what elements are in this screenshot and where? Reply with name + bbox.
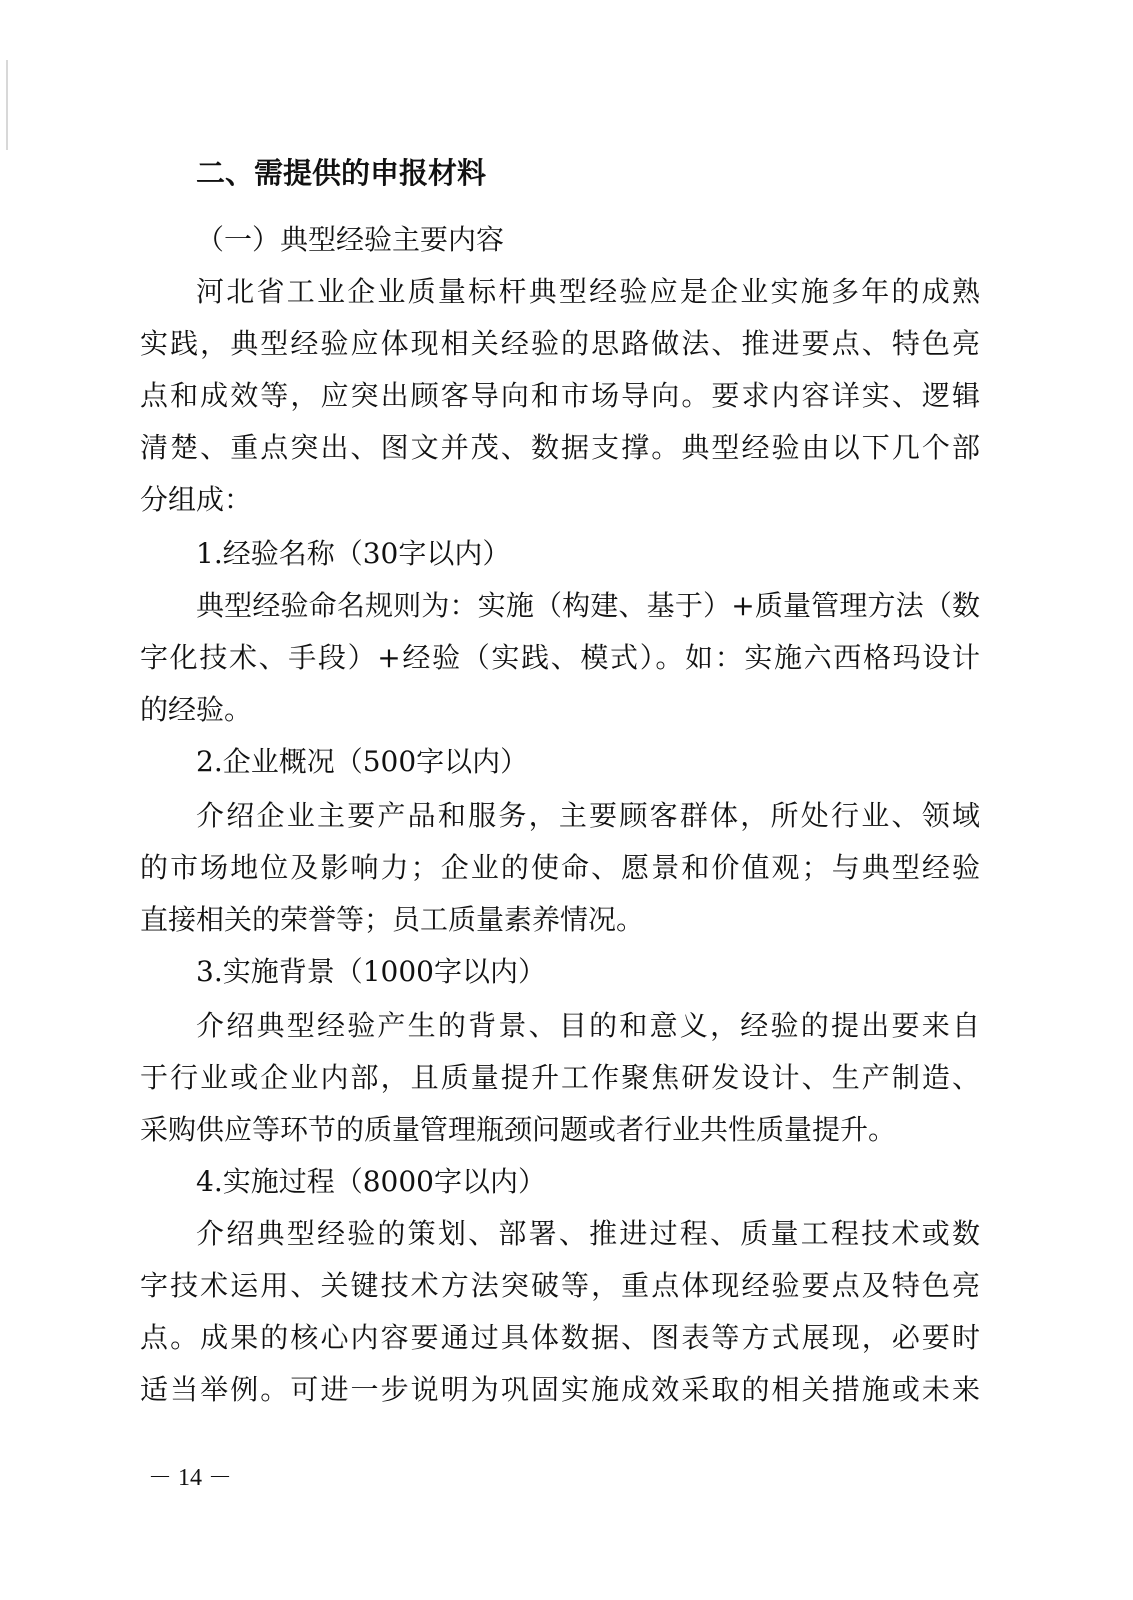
paragraph-line: 字技术运用、关键技术方法突破等，重点体现经验要点及特色亮	[140, 1269, 980, 1302]
paragraph-line: 的经验。	[140, 693, 253, 726]
paragraph-line: 直接相关的荣誉等；员工质量素养情况。	[140, 903, 645, 936]
paragraph-line: 分组成：	[140, 483, 253, 516]
page-number: － 14 －	[148, 1465, 232, 1491]
paragraph-line: 河北省工业企业质量标杆典型经验应是企业实施多年的成熟	[196, 275, 980, 308]
item-title: 2.企业概况（500字以内）	[196, 745, 529, 778]
paragraph-line: 的市场地位及影响力；企业的使命、愿景和价值观；与典型经验	[140, 851, 980, 884]
paragraph-line: 适当举例。可进一步说明为巩固实施成效采取的相关措施或未来	[140, 1373, 980, 1406]
item-title: 3.实施背景（1000字以内）	[196, 955, 546, 988]
paragraph-line: 点和成效等，应突出顾客导向和市场导向。要求内容详实、逻辑	[140, 379, 980, 412]
paragraph-line: 介绍典型经验的策划、部署、推进过程、质量工程技术或数	[196, 1217, 980, 1250]
paragraph-line: 典型经验命名规则为：实施（构建、基于）+质量管理方法（数	[196, 589, 980, 622]
paragraph-line: 实践，典型经验应体现相关经验的思路做法、推进要点、特色亮	[140, 327, 980, 360]
item-title: 4.实施过程（8000字以内）	[196, 1165, 546, 1198]
paragraph-line: 字化技术、手段）+经验（实践、模式）。如：实施六西格玛设计	[140, 641, 980, 674]
paragraph-line: 介绍典型经验产生的背景、目的和意义，经验的提出要来自	[196, 1009, 980, 1042]
paragraph-line: 点。成果的核心内容要通过具体数据、图表等方式展现，必要时	[140, 1321, 980, 1354]
paragraph-line: 采购供应等环节的质量管理瓶颈问题或者行业共性质量提升。	[140, 1113, 897, 1146]
paragraph-line: 介绍企业主要产品和服务，主要顾客群体，所处行业、领域	[196, 799, 980, 832]
paragraph-line: 清楚、重点突出、图文并茂、数据支撑。典型经验由以下几个部	[140, 431, 980, 464]
item-title: 1.经验名称（30字以内）	[196, 537, 511, 570]
subsection-heading: （一）典型经验主要内容	[196, 223, 505, 256]
paragraph-line: 于行业或企业内部，且质量提升工作聚焦研发设计、生产制造、	[140, 1061, 980, 1094]
scan-edge-mark	[6, 60, 8, 150]
section-heading: 二、需提供的申报材料	[196, 156, 487, 190]
